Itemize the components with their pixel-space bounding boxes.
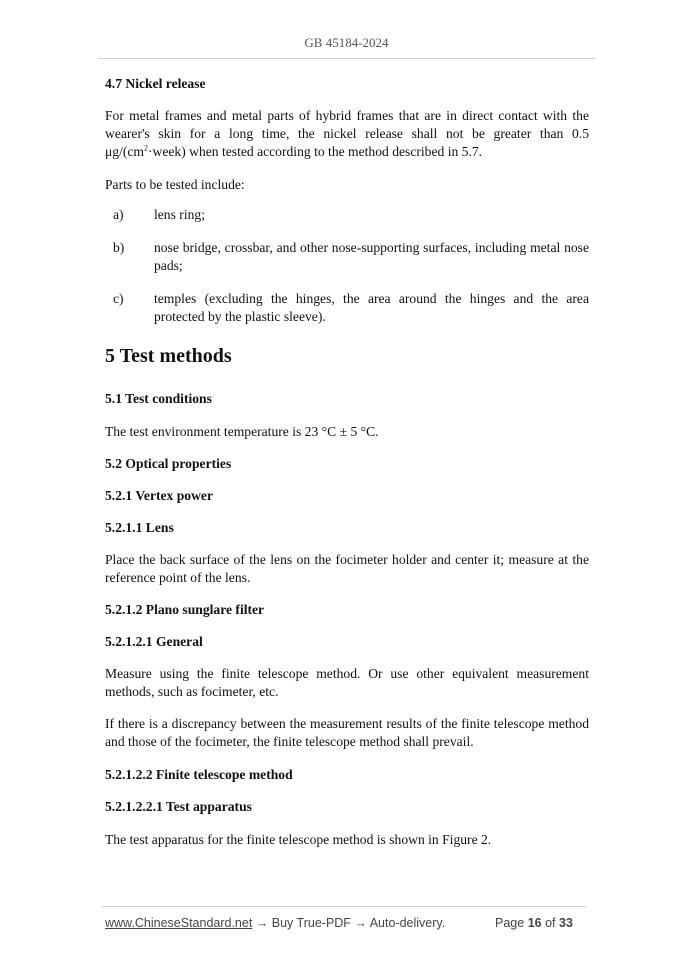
- website-link[interactable]: www.ChineseStandard.net: [105, 916, 253, 930]
- section-heading: 5.2 Optical properties: [105, 456, 232, 471]
- section-heading: 5.2.1.2.1 General: [105, 634, 203, 649]
- superscript: 2: [144, 143, 148, 153]
- section-heading: 5.2.1.1 Lens: [105, 520, 174, 535]
- list-marker: a): [113, 207, 124, 222]
- section-heading: 5.1 Test conditions: [105, 391, 212, 406]
- section-heading: 5.2.1.2 Plano sunglare filter: [105, 602, 265, 617]
- page-label: Page: [495, 916, 525, 930]
- section-heading: 5.2.1.2.2.1 Test apparatus: [105, 799, 252, 814]
- paragraph: Parts to be tested include:: [105, 177, 245, 192]
- paragraph: Place the back surface of the lens on the focimeter holder and center it; measure at the reference point of the lens.: [105, 552, 589, 585]
- footer-promo: [105, 916, 445, 930]
- page-total: 33: [559, 916, 573, 930]
- chapter-heading: 5 Test methods: [105, 345, 232, 367]
- list-item: [105, 239, 589, 275]
- paragraph: The test environment temperature is 23 °C ± 5 °C.: [105, 424, 379, 439]
- list-marker: c): [113, 291, 124, 306]
- list-item: [105, 290, 589, 326]
- of-label: of: [545, 916, 556, 930]
- section-heading: 5.2.1 Vertex power: [105, 488, 213, 503]
- footer-text: → Buy True-PDF → Auto-delivery.: [252, 916, 446, 930]
- paragraph: If there is a discrepancy between the measurement results of the finite telescope method and those of the focimeter, the finite telescope method shall prevail.: [105, 716, 589, 749]
- paragraph: The test apparatus for the finite telescope method is shown in Figure 2.: [105, 832, 492, 847]
- paragraph: [105, 107, 589, 161]
- page-number: 16: [527, 916, 542, 930]
- section-heading: 5.2.1.2.2 Finite telescope method: [105, 767, 293, 782]
- list-item: [105, 206, 589, 224]
- para-text: For metal frames and metal parts of hybrid frames that are in direct contact with the wearer's skin for a long time, the nickel release shall not be greater than 0.5 μg/(cm: [105, 108, 589, 159]
- header-divider: [98, 58, 595, 59]
- footer-divider: [102, 906, 586, 907]
- section-heading: 4.7 Nickel release: [105, 76, 206, 91]
- header-doc-id: GB 45184-2024: [304, 35, 389, 50]
- list-marker: b): [113, 240, 125, 255]
- paragraph: Measure using the finite telescope method. Or use other equivalent measurement methods, such as focimeter, etc.: [105, 666, 589, 699]
- list-text: temples (excluding the hinges, the area around the hinges and the area protected by the plastic sleeve).: [154, 291, 589, 324]
- para-text: ·week) when tested according to the method described in 5.7.: [148, 144, 483, 159]
- page-indicator: [495, 916, 573, 930]
- list-text: lens ring;: [154, 207, 205, 222]
- list-text: nose bridge, crossbar, and other nose-supporting surfaces, including metal nose pads;: [154, 240, 589, 273]
